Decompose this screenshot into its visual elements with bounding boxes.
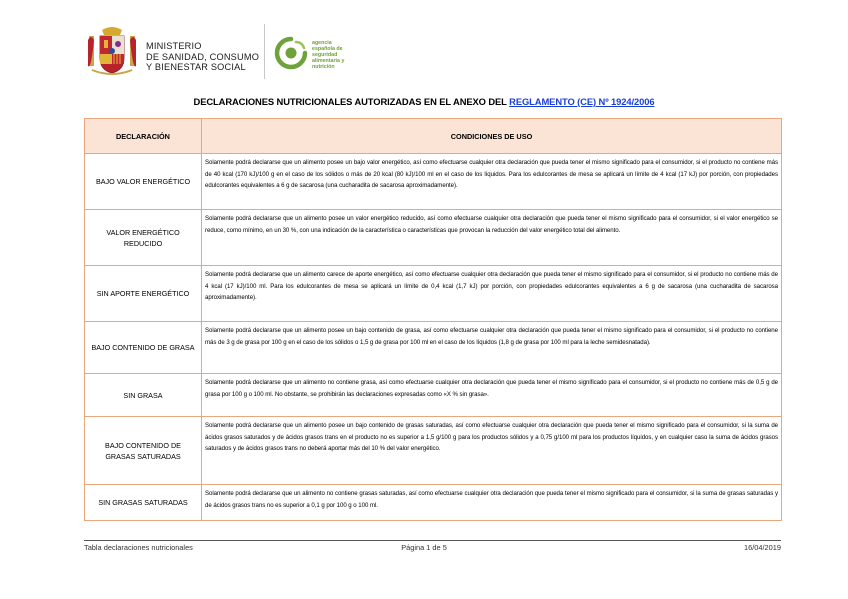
ministry-line: DE SANIDAD, CONSUMO xyxy=(146,51,260,62)
declaration-name: BAJO CONTENIDO DE GRASAS SATURADAS xyxy=(85,417,202,485)
declaration-name: BAJO CONTENIDO DE GRASA xyxy=(85,322,202,374)
agency-line: agencia xyxy=(312,40,332,46)
ministry-name xyxy=(146,41,259,73)
document-title xyxy=(0,96,848,107)
table-row xyxy=(85,154,782,210)
regulation-link[interactable]: REGLAMENTO (CE) Nº 1924/2006 xyxy=(509,96,655,107)
ministry-line: Y BIENESTAR SOCIAL xyxy=(146,62,246,72)
table-row xyxy=(85,485,782,521)
declarations-table xyxy=(84,118,782,521)
table-header-row xyxy=(85,119,782,154)
table-row xyxy=(85,266,782,322)
agency-line: nutrición xyxy=(312,64,335,71)
declaration-name: SIN GRASA xyxy=(85,374,202,417)
header-divider xyxy=(264,24,265,79)
footer-document-name: Tabla declaraciones nutricionales xyxy=(84,543,193,552)
agency-logo xyxy=(274,36,308,70)
declaration-name: SIN APORTE ENERGÉTICO xyxy=(85,266,202,322)
declaration-conditions: Solamente podrá declararse que un alimento no contiene grasa, así como efectuarse cualquier otra declaración que pueda tener el mismo significado para el consumidor, si el producto no contiene más de 0,5 g de grasa por 100 g o 100 ml. No obstante, se prohibirán las declaraciones expresadas como «X % sin grasa». xyxy=(202,374,782,417)
table-row xyxy=(85,210,782,266)
declaration-conditions: Solamente podrá declararse que un alimento posee un valor energético reducido, así como efectuarse cualquier otra declaración que pueda tener el mismo significado para el consumidor, si el valor energético se reduce, como mínimo, en un 30 %, con una indicación de la característica o características que provocan la reducción del valor energético total del alimento. xyxy=(202,210,782,266)
agency-line: alimentaria y xyxy=(312,58,345,65)
declaration-name: VALOR ENERGÉTICO REDUCIDO xyxy=(85,210,202,266)
declaration-name: BAJO VALOR ENERGÉTICO xyxy=(85,154,202,210)
declaration-conditions: Solamente podrá declararse que un alimento posee un bajo contenido de grasa, así como efectuarse cualquier otra declaración que pueda tener el mismo significado para el consumidor, si el producto no contiene más de 3 g de grasa por 100 g en el caso de los sólidos o 1,5 g de grasa por 100 ml en el caso de los líquidos (1,8 g de grasa por 100 ml para la leche semidesnatada). xyxy=(202,322,782,374)
declaration-name: SIN GRASAS SATURADAS xyxy=(85,485,202,521)
column-header-declaration: DECLARACIÓN xyxy=(85,119,202,154)
agency-line: seguridad xyxy=(312,52,338,59)
declaration-conditions: Solamente podrá declararse que un alimento posee un bajo contenido de grasas saturadas, así como efectuarse cualquier otra declaración que pueda tener el mismo significado para el consumidor, si la suma de ácidos grasos saturados y de ácidos grasos trans en el producto no es superior a 1,5 g/100 g para los productos sólidos y a 0,75 g/100 ml para los productos líquidos, y en cualquier caso la suma de ácidos grasos saturados y de ácidos grasos trans no deberá aportar más del 10 % del valor energético. xyxy=(202,417,782,485)
footer-rule xyxy=(84,540,781,541)
declaration-conditions: Solamente podrá declararse que un alimento carece de aporte energético, así como efectuarse cualquier otra declaración que pueda tener el mismo significado para el consumidor, si el producto no contiene más de 4 kcal (17 kJ)/100 ml. Para los edulcorantes de mesa se aplicará un límite de 0,4 kcal (1,7 kJ) por porción, con propiedades edulcorantes equivalentes a 6 g de sacarosa (una cucharadita de sacarosa aproximadamente). xyxy=(202,266,782,322)
footer-page-number: Página 1 de 5 xyxy=(401,543,447,552)
table-row xyxy=(85,417,782,485)
coat-of-arms-logo xyxy=(86,26,138,78)
ministry-line: MINISTERIO xyxy=(146,41,202,51)
agency-name xyxy=(312,40,344,70)
column-header-conditions: CONDICIONES DE USO xyxy=(202,119,782,154)
declaration-conditions: Solamente podrá declararse que un alimento no contiene grasas saturadas, así como efectuarse cualquier otra declaración que pueda tener el mismo significado para el consumidor, si la suma de grasas saturadas y de ácidos grasos trans no es superior a 0,1 g por 100 g o 100 ml. xyxy=(202,485,782,521)
footer-date: 16/04/2019 xyxy=(744,543,781,552)
table-row xyxy=(85,322,782,374)
agency-line: española de xyxy=(312,46,343,53)
table-row xyxy=(85,374,782,417)
title-text: DECLARACIONES NUTRICIONALES AUTORIZADAS EN EL ANEXO DEL xyxy=(193,96,510,107)
declaration-conditions: Solamente podrá declararse que un alimento posee un bajo valor energético, así como efectuarse cualquier otra declaración que pueda tener el mismo significado para el consumidor, si el producto no contiene más de 40 kcal (170 kJ)/100 g en el caso de los sólidos o más de 20 kcal (80 kJ)/100 ml en el caso de los líquidos. Para los edulcorantes de mesa se aplicará un límite de 4 kcal (17 kJ) por porción, con propiedades edulcorantes equivalentes a 6 g de sacarosa (una cucharadita de sacarosa aproximadamente). xyxy=(202,154,782,210)
document-header xyxy=(84,22,764,82)
